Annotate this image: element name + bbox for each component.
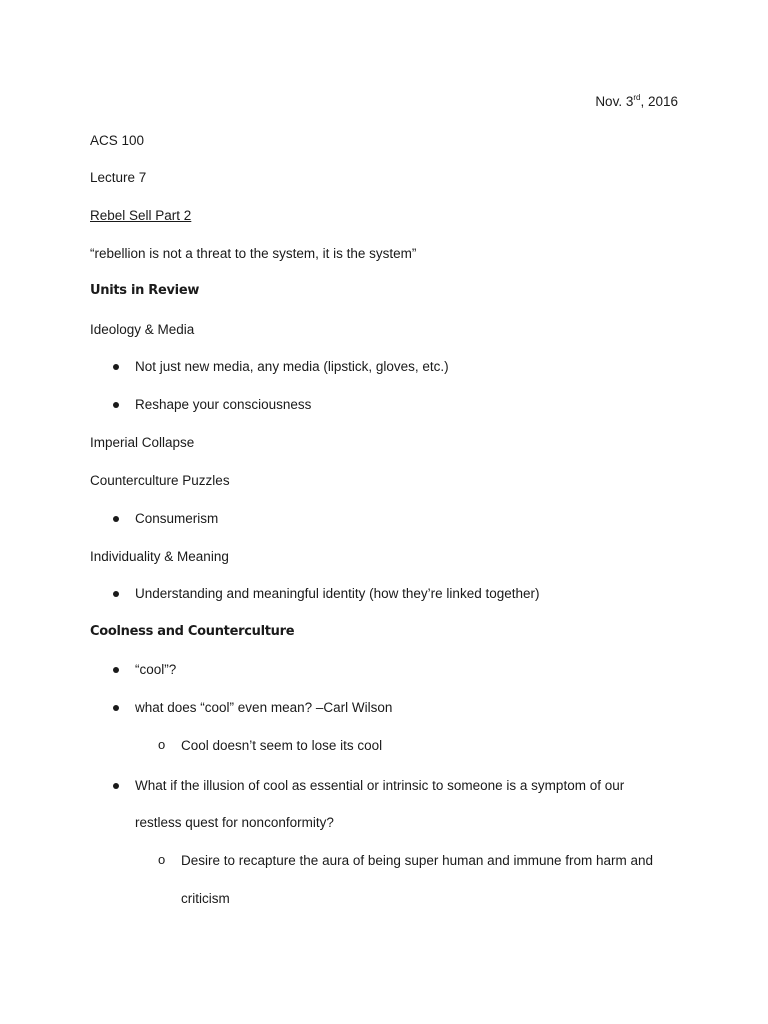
lecture-number: Lecture 7 (90, 170, 147, 185)
section-imperial-collapse: Imperial Collapse (90, 435, 195, 450)
bullet-icon (113, 783, 119, 789)
list-item-text: Reshape your consciousness (135, 397, 312, 412)
units-in-review-heading: Units in Review (90, 283, 200, 298)
bullet-icon (113, 364, 119, 370)
sub-list-item-text: Cool doesn’t seem to lose its cool (181, 738, 383, 753)
list-item-text-line-1: What if the illusion of cool as essential or intrinsic to someone is a symptom of our (135, 778, 625, 793)
list-item-text: what does “cool” even mean? –Carl Wilson (135, 700, 393, 715)
sub-bullet-marker: o (158, 737, 166, 752)
section-ideology-media: Ideology & Media (90, 322, 195, 337)
bullet-icon (113, 667, 119, 673)
list-item-text: Understanding and meaningful identity (how they’re linked together) (135, 586, 540, 601)
coolness-heading: Coolness and Counterculture (90, 624, 295, 639)
bullet-icon (113, 591, 119, 597)
date-year: , 2016 (640, 94, 678, 109)
bullet-icon (113, 516, 119, 522)
sub-bullet-marker: o (158, 852, 166, 867)
section-counterculture-puzzles: Counterculture Puzzles (90, 473, 230, 488)
sub-list-item-text-line-1: Desire to recapture the aura of being super human and immune from harm and (181, 853, 654, 868)
list-item-text: Consumerism (135, 511, 219, 526)
list-item-text: “cool”? (135, 662, 177, 677)
bullet-icon (113, 705, 119, 711)
lecture-topic: Rebel Sell Part 2 (90, 208, 192, 223)
quote: “rebellion is not a threat to the system, it is the system” (90, 246, 417, 261)
date-ordinal-suffix: rd (633, 93, 641, 102)
sub-list-item-text-line-2: criticism (181, 891, 230, 906)
course-code: ACS 100 (90, 133, 145, 148)
date-prefix: Nov. 3 (595, 94, 634, 109)
bullet-icon (113, 402, 119, 408)
list-item-text-line-2: restless quest for nonconformity? (135, 815, 334, 830)
date (595, 92, 678, 112)
list-item-text: Not just new media, any media (lipstick, gloves, etc.) (135, 359, 449, 374)
section-individuality-meaning: Individuality & Meaning (90, 549, 229, 564)
